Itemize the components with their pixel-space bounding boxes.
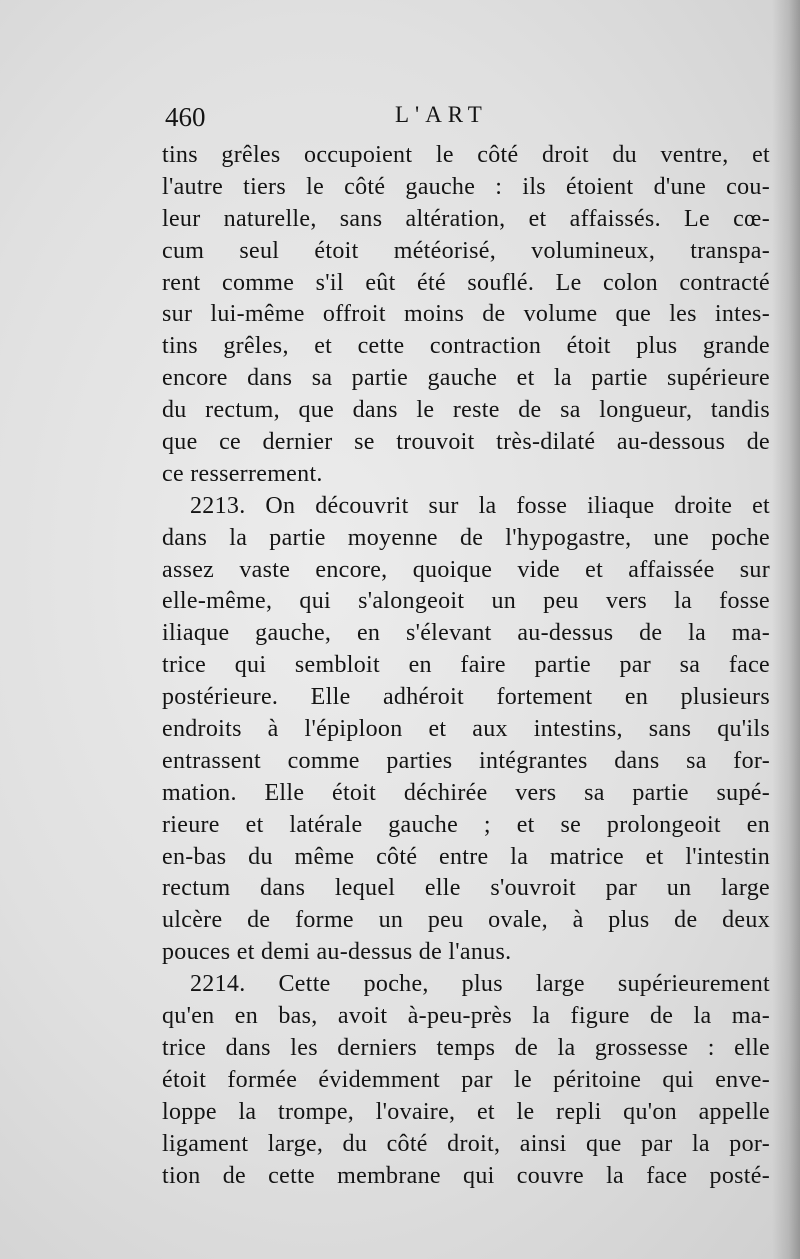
text-line: mation. Elle étoit déchirée vers sa partie supé- — [162, 779, 770, 806]
text-line: entrassent comme parties intégrantes dans sa for- — [162, 747, 770, 774]
page-number: 460 — [165, 102, 206, 132]
text-line: leur naturelle, sans altération, et affaissés. Le cœ- — [162, 205, 770, 232]
text-line: postérieure. Elle adhéroit fortement en plusieurs — [162, 684, 770, 711]
text-line: elle-même, qui s'alongeoit un peu vers la fosse — [162, 588, 770, 615]
page-header — [165, 102, 770, 138]
text-line: dans la partie moyenne de l'hypogastre, une poche — [162, 524, 770, 551]
paragraph-end-line: ce resserrement. — [162, 460, 323, 487]
text-line: ulcère de forme un peu ovale, à plus de deux — [162, 907, 770, 934]
text-line: sur lui-même offroit moins de volume que les intes- — [162, 301, 770, 328]
paragraph-2213-start: 2213. On découvrit sur la fosse iliaque droite et — [190, 492, 770, 519]
text-line: l'autre tiers le côté gauche : ils étoient d'une cou- — [162, 173, 770, 200]
text-line: trice dans les derniers temps de la grossesse : elle — [162, 1034, 770, 1061]
page-edge-shadow — [772, 0, 800, 1259]
paragraph-end-line: pouces et demi au-dessus de l'anus. — [162, 939, 512, 966]
text-line: rectum dans lequel elle s'ouvroit par un large — [162, 875, 770, 902]
body-text — [162, 140, 770, 1192]
running-head: L'ART — [395, 102, 488, 127]
text-line: tins grêles, et cette contraction étoit plus grande — [162, 333, 770, 360]
text-line: tion de cette membrane qui couvre la face posté- — [162, 1162, 770, 1189]
text-line: en-bas du même côté entre la matrice et l'intestin — [162, 843, 770, 870]
text-line: encore dans sa partie gauche et la partie supérieure — [162, 365, 770, 392]
text-line: ligament large, du côté droit, ainsi que par la por- — [162, 1130, 770, 1157]
text-line: cum seul étoit météorisé, volumineux, transpa- — [162, 237, 770, 264]
text-line: trice qui sembloit en faire partie par sa face — [162, 652, 770, 679]
text-line: assez vaste encore, quoique vide et affaissée sur — [162, 556, 770, 583]
text-line: tins grêles occupoient le côté droit du ventre, et — [162, 142, 770, 168]
text-line: du rectum, que dans le reste de sa longueur, tandis — [162, 397, 770, 424]
text-line: iliaque gauche, en s'élevant au-dessus de la ma- — [162, 620, 770, 647]
text-line: étoit formée évidemment par le péritoine qui enve- — [162, 1066, 770, 1093]
text-line: loppe la trompe, l'ovaire, et le repli qu'on appelle — [162, 1098, 770, 1125]
text-line: que ce dernier se trouvoit très-dilaté au-dessous de — [162, 429, 770, 456]
text-line: qu'en en bas, avoit à-peu-près la figure de la ma- — [162, 1003, 770, 1030]
text-line: endroits à l'épiploon et aux intestins, sans qu'ils — [162, 716, 770, 743]
text-line: rieure et latérale gauche ; et se prolongeoit en — [162, 811, 770, 838]
text-line: rent comme s'il eût été souflé. Le colon contracté — [162, 269, 770, 296]
paragraph-2214-start: 2214. Cette poche, plus large supérieurement — [190, 971, 770, 998]
